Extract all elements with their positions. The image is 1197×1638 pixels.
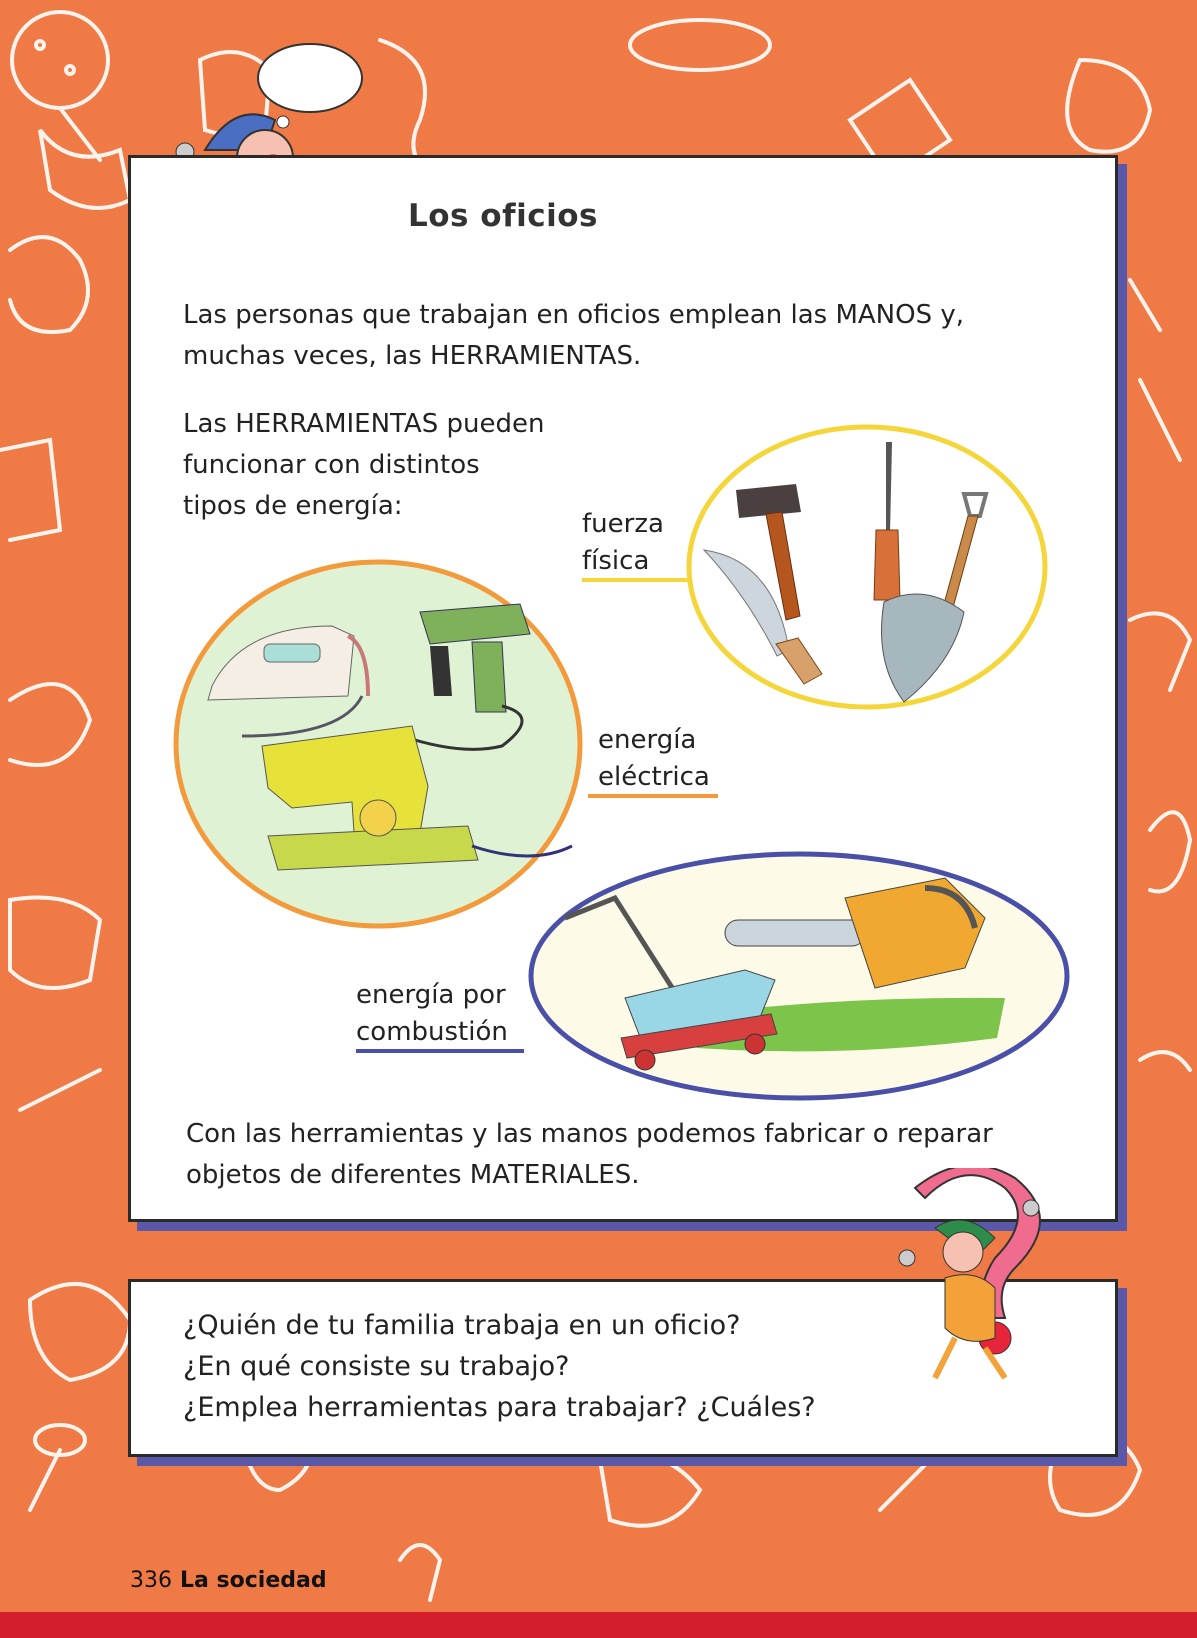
question-item: ¿En qué consiste su trabajo?	[183, 1351, 570, 1382]
label-line: energía por	[356, 980, 506, 1010]
label-line: eléctrica	[598, 762, 710, 792]
electric-underline	[588, 794, 718, 798]
combustion-underline	[356, 1049, 524, 1053]
questions-list	[183, 1305, 816, 1428]
question-item: ¿Quién de tu familia trabaja en un oficio?	[183, 1310, 741, 1341]
intro-line: Las personas que trabajan en oficios emplean las MANOS y,	[183, 300, 964, 330]
closing-line: Con las herramientas y las manos podemos fabricar o reparar	[186, 1119, 993, 1149]
label-physical-force	[582, 506, 664, 580]
physical-underline	[582, 578, 690, 582]
page-number: 336	[130, 1568, 172, 1593]
energy-line: funcionar con distintos	[183, 450, 480, 480]
closing-line: objetos de diferentes MATERIALES.	[186, 1160, 640, 1190]
label-line: combustión	[356, 1017, 508, 1047]
label-electric-energy	[598, 722, 710, 796]
closing-paragraph	[186, 1114, 993, 1196]
question-item: ¿Emplea herramientas para trabajar? ¿Cuáles?	[183, 1392, 816, 1423]
label-line: fuerza	[582, 509, 664, 539]
section-name: La sociedad	[180, 1568, 327, 1593]
label-combustion-energy	[356, 977, 508, 1051]
bottom-color-bar	[0, 1612, 1197, 1638]
intro-paragraph	[183, 295, 964, 377]
physical-tools-circle	[684, 422, 1050, 712]
energy-line: Las HERRAMIENTAS pueden	[183, 409, 545, 439]
jester-question-mascot-icon	[895, 1168, 1095, 1388]
energy-paragraph	[183, 404, 544, 527]
energy-line: tipos de energía:	[183, 491, 403, 521]
label-line: física	[582, 546, 650, 576]
label-line: energía	[598, 725, 697, 755]
page-title: Los oficios	[408, 198, 598, 234]
page-footer	[130, 1568, 327, 1593]
intro-line: muchas veces, las HERRAMIENTAS.	[183, 341, 642, 371]
combustion-tools-circle	[525, 848, 1073, 1104]
